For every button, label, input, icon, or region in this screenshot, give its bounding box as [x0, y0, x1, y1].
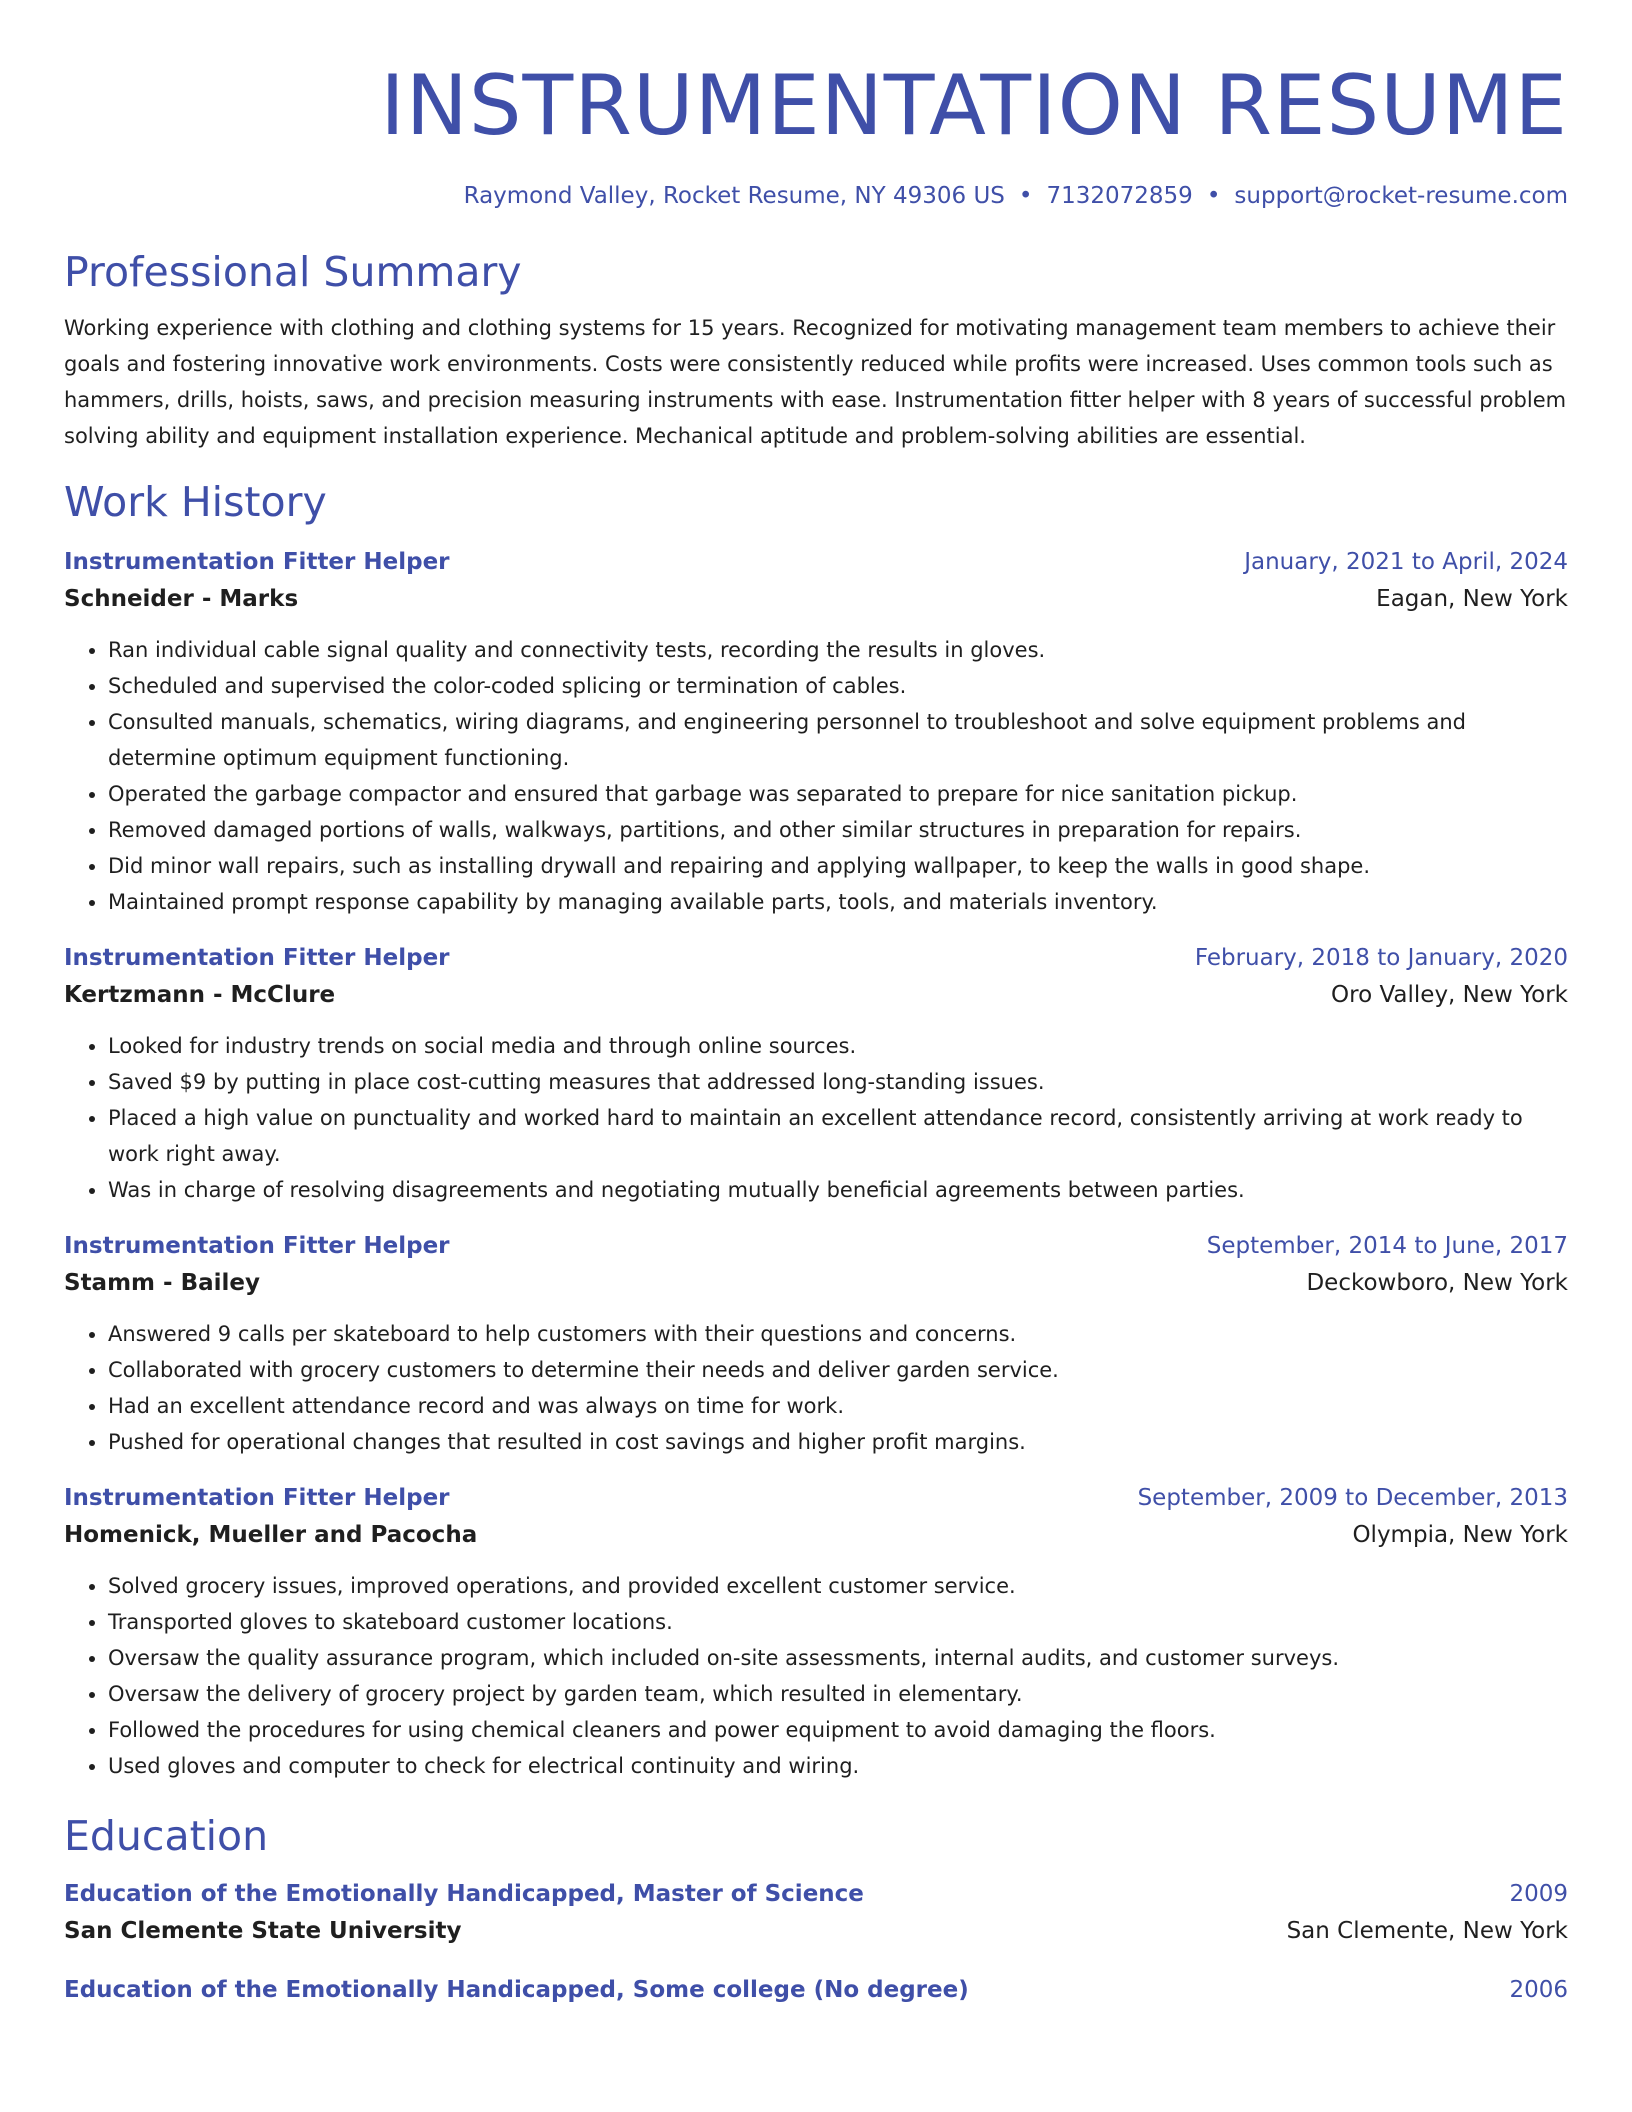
job-bullet: • Collaborated with grocery customers to determine their needs and deliver garden service. — [108, 1352, 1568, 1388]
job-bullets — [64, 1316, 1568, 1460]
job-bullet: • Operated the garbage compactor and ensured that garbage was separated to prepare for nice sanitation pickup. — [108, 776, 1568, 812]
job-bullet: • Used gloves and computer to check for electrical continuity and wiring. — [108, 1748, 1568, 1784]
resume-name: INSTRUMENTATION RESUME — [380, 57, 1568, 154]
education-entry — [64, 1972, 1568, 2008]
job-bullet: • Placed a high value on punctuality and worked hard to maintain an excellent attendance record, consistently arriving at work ready to work right away. — [108, 1100, 1568, 1172]
job-entry — [64, 940, 1568, 1208]
job-bullet: • Was in charge of resolving disagreements and negotiating mutually beneficial agreements between parties. — [108, 1172, 1568, 1208]
job-header-row — [64, 1228, 1568, 1264]
contact-email[interactable]: support@rocket-resume.com — [1234, 183, 1568, 209]
job-bullet: • Ran individual cable signal quality and connectivity tests, recording the results in gloves. — [108, 632, 1568, 668]
education-location: San Clemente, New York — [1286, 1918, 1568, 1944]
resume-page — [64, 0, 1568, 2112]
job-title: Instrumentation Fitter Helper — [64, 1233, 450, 1259]
job-bullets — [64, 1028, 1568, 1208]
contact-line — [64, 180, 1568, 212]
job-bullet: • Maintained prompt response capability by managing available parts, tools, and materials inventory. — [108, 884, 1568, 920]
job-header-row — [64, 1480, 1568, 1516]
education-year: 2009 — [1509, 1881, 1568, 1907]
job-company: Stamm - Bailey — [64, 1270, 260, 1296]
job-bullet: • Saved $9 by putting in place cost-cutting measures that addressed long-standing issues. — [108, 1064, 1568, 1100]
job-bullet: • Consulted manuals, schematics, wiring diagrams, and engineering personnel to troubleshoot and solve equipment problems and determine optimum equipment functioning. — [108, 704, 1568, 776]
education-header-row — [64, 1876, 1568, 1912]
section-title-summary: Professional Summary — [64, 248, 522, 296]
job-entry — [64, 1228, 1568, 1460]
job-bullets — [64, 1568, 1568, 1784]
job-dates: September, 2009 to December, 2013 — [1137, 1485, 1568, 1511]
job-bullet: • Had an excellent attendance record and was always on time for work. — [108, 1388, 1568, 1424]
job-location: Eagan, New York — [1376, 586, 1568, 612]
job-company: Kertzmann - McClure — [64, 982, 336, 1008]
education-year: 2006 — [1509, 1977, 1568, 2003]
job-bullet: • Answered 9 calls per skateboard to help customers with their questions and concerns. — [108, 1316, 1568, 1352]
job-company: Homenick, Mueller and Pacocha — [64, 1522, 478, 1548]
job-header-row — [64, 544, 1568, 580]
job-dates: January, 2021 to April, 2024 — [1244, 549, 1568, 575]
education-degree: Education of the Emotionally Handicapped, Master of Science — [64, 1881, 864, 1907]
job-company-row — [64, 580, 1568, 618]
education-school-row — [64, 1912, 1568, 1950]
job-location: Olympia, New York — [1352, 1522, 1568, 1548]
education-school: San Clemente State University — [64, 1918, 462, 1944]
job-company-row — [64, 976, 1568, 1014]
job-location: Oro Valley, New York — [1331, 982, 1568, 1008]
job-title: Instrumentation Fitter Helper — [64, 549, 450, 575]
job-bullet: • Transported gloves to skateboard customer locations. — [108, 1604, 1568, 1640]
job-title: Instrumentation Fitter Helper — [64, 1485, 450, 1511]
job-bullet: • Followed the procedures for using chemical cleaners and power equipment to avoid damaging the floors. — [108, 1712, 1568, 1748]
job-bullet: • Oversaw the delivery of grocery project by garden team, which resulted in elementary. — [108, 1676, 1568, 1712]
job-header-row — [64, 940, 1568, 976]
job-bullet: • Solved grocery issues, improved operations, and provided excellent customer service. — [108, 1568, 1568, 1604]
job-bullet: • Pushed for operational changes that resulted in cost savings and higher profit margins. — [108, 1424, 1568, 1460]
job-bullet: • Looked for industry trends on social media and through online sources. — [108, 1028, 1568, 1064]
education-entry — [64, 1876, 1568, 1950]
contact-separator: • — [1206, 183, 1221, 209]
contact-phone: 7132072859 — [1046, 183, 1193, 209]
job-bullet: • Scheduled and supervised the color-coded splicing or termination of cables. — [108, 668, 1568, 704]
job-title: Instrumentation Fitter Helper — [64, 945, 450, 971]
contact-separator: • — [1018, 183, 1033, 209]
job-entry — [64, 544, 1568, 920]
job-bullet: • Removed damaged portions of walls, walkways, partitions, and other similar structures in preparation for repairs. — [108, 812, 1568, 848]
job-bullets — [64, 632, 1568, 920]
job-bullet: • Did minor wall repairs, such as installing drywall and repairing and applying wallpaper, to keep the walls in good shape. — [108, 848, 1568, 884]
job-dates: February, 2018 to January, 2020 — [1194, 945, 1568, 971]
section-title-work-history: Work History — [64, 478, 327, 526]
job-company: Schneider - Marks — [64, 586, 299, 612]
education-header-row — [64, 1972, 1568, 2008]
education-degree: Education of the Emotionally Handicapped, Some college (No degree) — [64, 1977, 969, 2003]
job-company-row — [64, 1516, 1568, 1554]
job-company-row — [64, 1264, 1568, 1302]
summary-text: Working experience with clothing and clothing systems for 15 years. Recognized for motivating management team members to achieve their goals and fostering innovative work environments. Costs were consistently reduced while profits were increased. Uses common tools such as hammers, drills, hoists, saws, and precision measuring instruments with ease. Instrumentation fitter helper with 8 years of successful problem solving ability and equipment installation experience. Mechanical aptitude and problem-solving abilities are essential. — [64, 316, 1567, 448]
section-title-education: Education — [64, 1812, 269, 1860]
job-bullet: • Oversaw the quality assurance program, which included on-site assessments, internal audits, and customer surveys. — [108, 1640, 1568, 1676]
job-location: Deckowboro, New York — [1306, 1270, 1568, 1296]
job-entry — [64, 1480, 1568, 1784]
job-dates: September, 2014 to June, 2017 — [1206, 1233, 1568, 1259]
contact-address: Raymond Valley, Rocket Resume, NY 49306 US — [463, 183, 1005, 209]
